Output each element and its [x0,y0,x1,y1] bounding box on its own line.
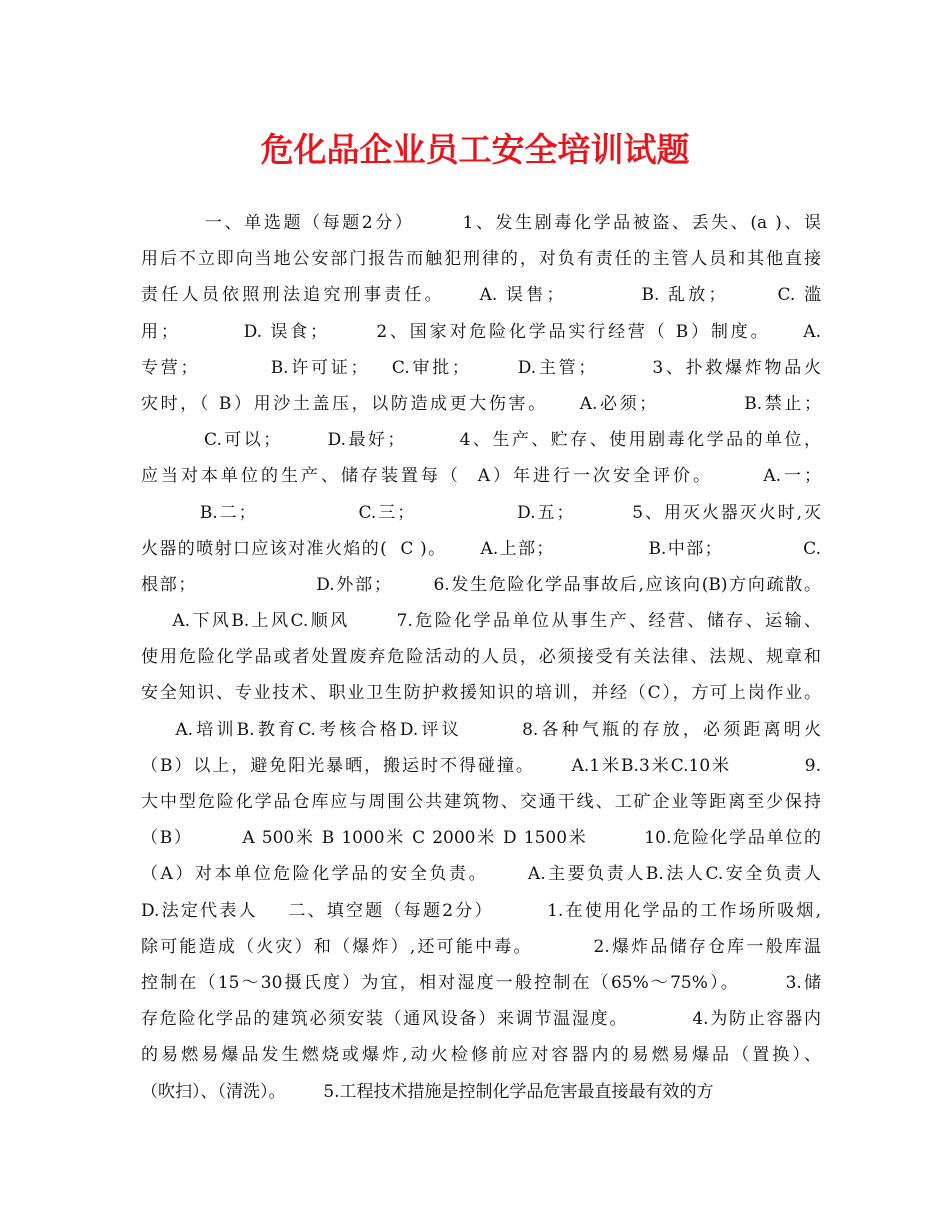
body-line: 大中型危险化学品仓库应与周围公共建筑物、交通干线、工矿企业等距离至少保持 [141,792,821,812]
body-line: 用； D. 误食； 2、国家对危险化学品实行经营（ B）制度。 A. [141,321,821,342]
body-line: A.培训B.教育C.考核合格D.评议 8.各种气瓶的存放，必须距离明火 [141,719,821,740]
body-line: 用后不立即向当地公安部门报告而触犯刑律的，对负有责任的主管人员和其他直接 [141,249,821,270]
body-line: （B）以上，避免阳光暴晒，搬运时不得碰撞。 A.1米B.3米C.10米 9. [141,755,821,776]
body-line: A.下风B.上风C.顺风 7.危险化学品单位从事生产、经营、储存、运输、 [141,611,821,632]
body-line: 灾时，（ B）用沙土盖压，以防造成更大伤害。 A.必须； B.禁止； [141,393,821,414]
body-line: 责任人员依照刑法追究刑事责任。 A. 误售； B. 乱放； C. 滥 [141,285,821,306]
body-line: 除可能造成（火灾）和（爆炸）,还可能中毒。 2.爆炸品储存仓库一般库温 [141,936,821,957]
body-line: 一、单选题（每题2分） 1、发生剧毒化学品被盗、丢失、(a )、误 [141,213,821,233]
body-line: 火器的喷射口应该对准火焰的( C )。 A.上部； B.中部； C. [141,538,821,559]
body-line: 控制在（15～30摄氏度）为宜，相对湿度一般控制在（65%～75%）。 3.储 [141,972,821,993]
body-line: B.二； C.三； D.五； 5、用灭火器灭火时,灭 [141,502,821,523]
body-line: 根部； D.外部； 6.发生危险化学品事故后,应该向(B)方向疏散。 [141,574,821,595]
document-body [141,205,821,1110]
document-title: 危化品企业员工安全培训试题 [260,130,690,169]
body-line: （B） A 500米 B 1000米 C 2000米 D 1500米 10.危险化学品单位的 [141,828,821,849]
body-line: 存危险化学品的建筑必须安装（通风设备）来调节温湿度。 4.为防止容器内 [141,1009,821,1030]
body-line: 的易燃易爆品发生燃烧或爆炸,动火检修前应对容器内的易燃易爆品（置换）、 [141,1045,821,1066]
body-line: 安全知识、专业技术、职业卫生防护救援知识的培训，并经（C），方可上岗作业。 [141,683,821,704]
body-line: 使用危险化学品或者处置废弃危险活动的人员，必须接受有关法律、法规、规章和 [141,647,821,668]
body-line: （A）对本单位危险化学品的安全负责。 A.主要负责人B.法人C.安全负责人 [141,864,821,885]
body-line: 专营； B.许可证； C.审批； D.主管； 3、扑救爆炸物品火 [141,357,821,378]
body-line: （吹扫）、（清洗）。 5.工程技术措施是控制化学品危害最直接最有效的方 [141,1081,714,1102]
body-line: C.可以； D.最好； 4、生产、贮存、使用剧毒化学品的单位， [141,430,821,451]
body-line: 应当对本单位的生产、储存装置每（ A）年进行一次安全评价。 A.一； [141,466,821,487]
body-line: D.法定代表人 二、填空题（每题2分） 1.在使用化学品的工作场所吸烟, [141,900,821,921]
